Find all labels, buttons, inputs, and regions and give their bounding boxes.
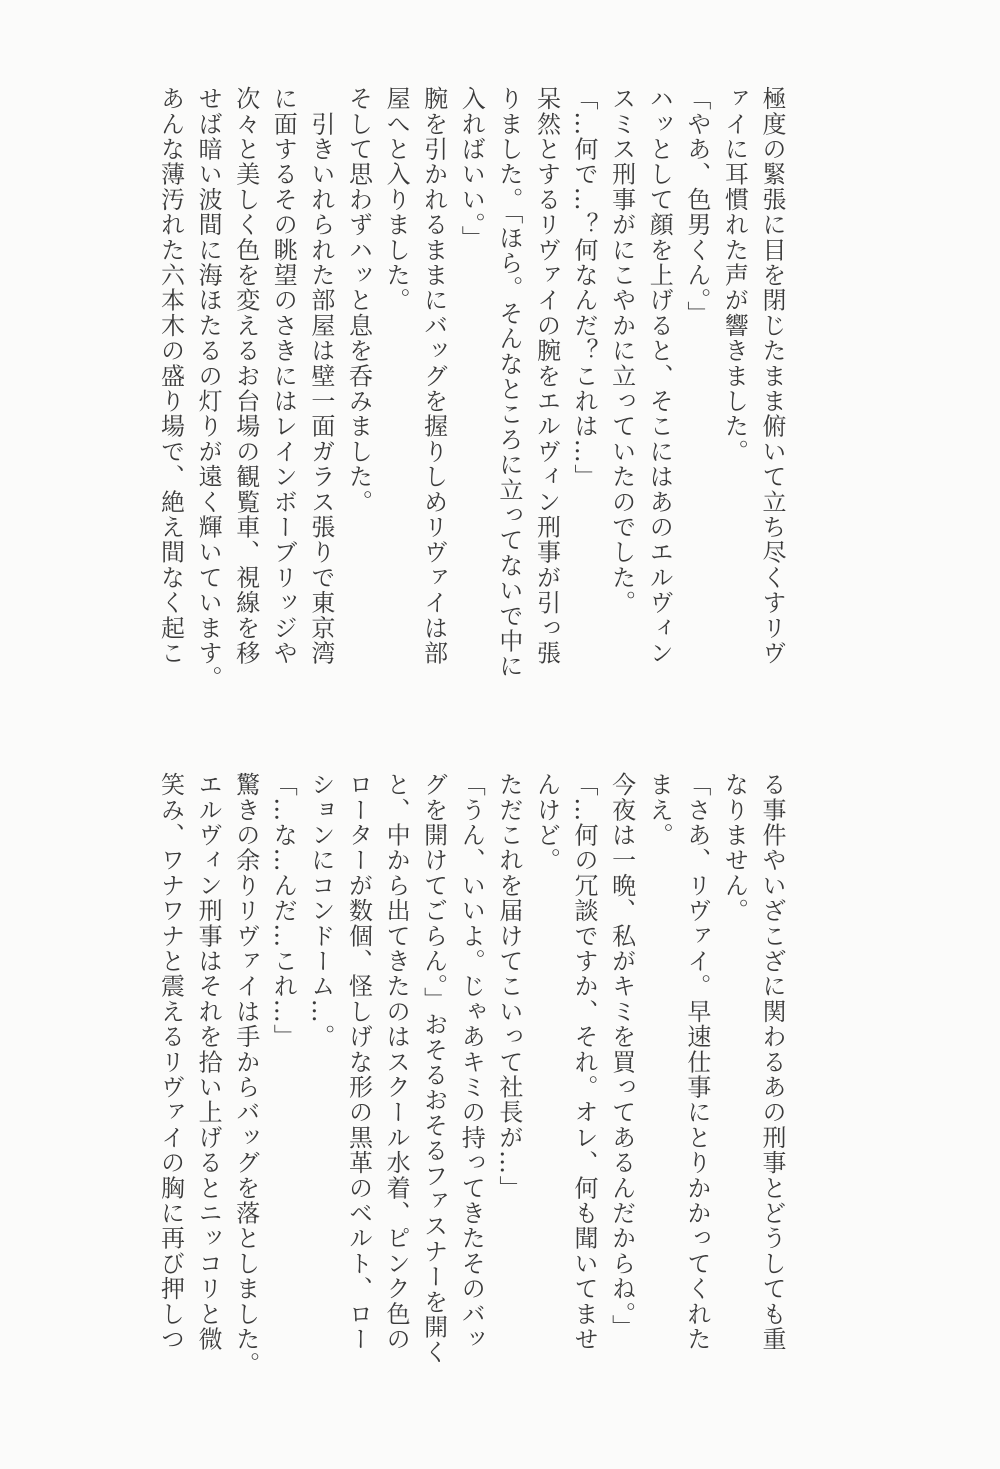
text-column: ローターが数個、怪しげな形の黒革のベルト、ロー [344, 772, 373, 1352]
text-column: ァイに耳慣れた声が響きました。 [720, 86, 749, 464]
bottom-text-block [151, 772, 790, 1392]
text-column: ただこれを届けてこいって社長が…」 [494, 772, 523, 1201]
text-column: 腕を引かれるままにバッグを握りしめリヴァイは部 [419, 86, 448, 666]
text-column: ハッとして顔を上げると、そこにはあのエルヴィン [645, 86, 674, 666]
top-text-block [151, 86, 790, 691]
text-column: と、中から出てきたのはスクール水着、ピンク色の [382, 772, 411, 1352]
text-column: 驚きの余りリヴァイは手からバッグを落としました。 [231, 772, 260, 1377]
text-column: 「…何で…？何なんだ？これは…」 [570, 86, 599, 490]
text-column: なりません。 [720, 772, 749, 924]
text-column: ションにコンドーム…。 [306, 772, 335, 1050]
text-column: に面するその眺望のさきにはレインボーブリッジや [269, 86, 298, 666]
text-column: 呆然とするリヴァイの腕をエルヴィン刑事が引っ張 [532, 86, 561, 666]
text-column: 笑み、ワナワナと震えるリヴァイの胸に再び押しつ [156, 772, 185, 1352]
text-column: んけど。 [532, 772, 561, 873]
text-column: 「…な…んだ…これ…」 [269, 772, 298, 1050]
text-column: る事件やいざこざに関わるあの刑事とどうしても重 [758, 772, 786, 1352]
text-column: 極度の緊張に目を閉じたまま俯いて立ち尽くすリヴ [758, 86, 786, 666]
text-column: エルヴィン刑事はそれを拾い上げるとニッコリと微 [194, 772, 223, 1352]
text-column: そして思わずハッと息を呑みました。 [344, 86, 373, 515]
text-column: 次々と美しく色を変えるお台場の観覧車、視線を移 [231, 86, 260, 666]
text-column: 引きいれられた部屋は壁一面ガラス張りで東京湾 [306, 86, 335, 666]
text-column: せば暗い波間に海ほたるの灯りが遠く輝いています。 [194, 86, 223, 691]
text-column: 今夜は一晩、私がキミを買ってあるんだからね。」 [607, 772, 636, 1340]
text-column: 「やあ、色男くん。」 [682, 86, 711, 326]
text-column: まえ。 [645, 772, 674, 848]
text-column: 屋へと入りました。 [382, 86, 411, 313]
text-column: 入ればいい。」 [457, 86, 486, 251]
text-column: りました。「ほら。そんなところに立ってないで中に [494, 86, 523, 679]
text-column: グを開けてごらん。」おそるおそるファスナーを開く [419, 772, 448, 1365]
text-column: 「…何の冗談ですか、それ。オレ、何も聞いてませ [570, 772, 599, 1352]
text-column: あんな薄汚れた六本木の盛り場で、絶え間なく起こ [156, 86, 185, 666]
text-column: 「さあ、リヴァイ。早速仕事にとりかかってくれた [682, 772, 711, 1352]
text-column: スミス刑事がにこやかに立っていたのでした。 [607, 86, 636, 616]
text-column: 「うん、いいよ。じゃあキミの持ってきたそのバッ [457, 772, 486, 1352]
